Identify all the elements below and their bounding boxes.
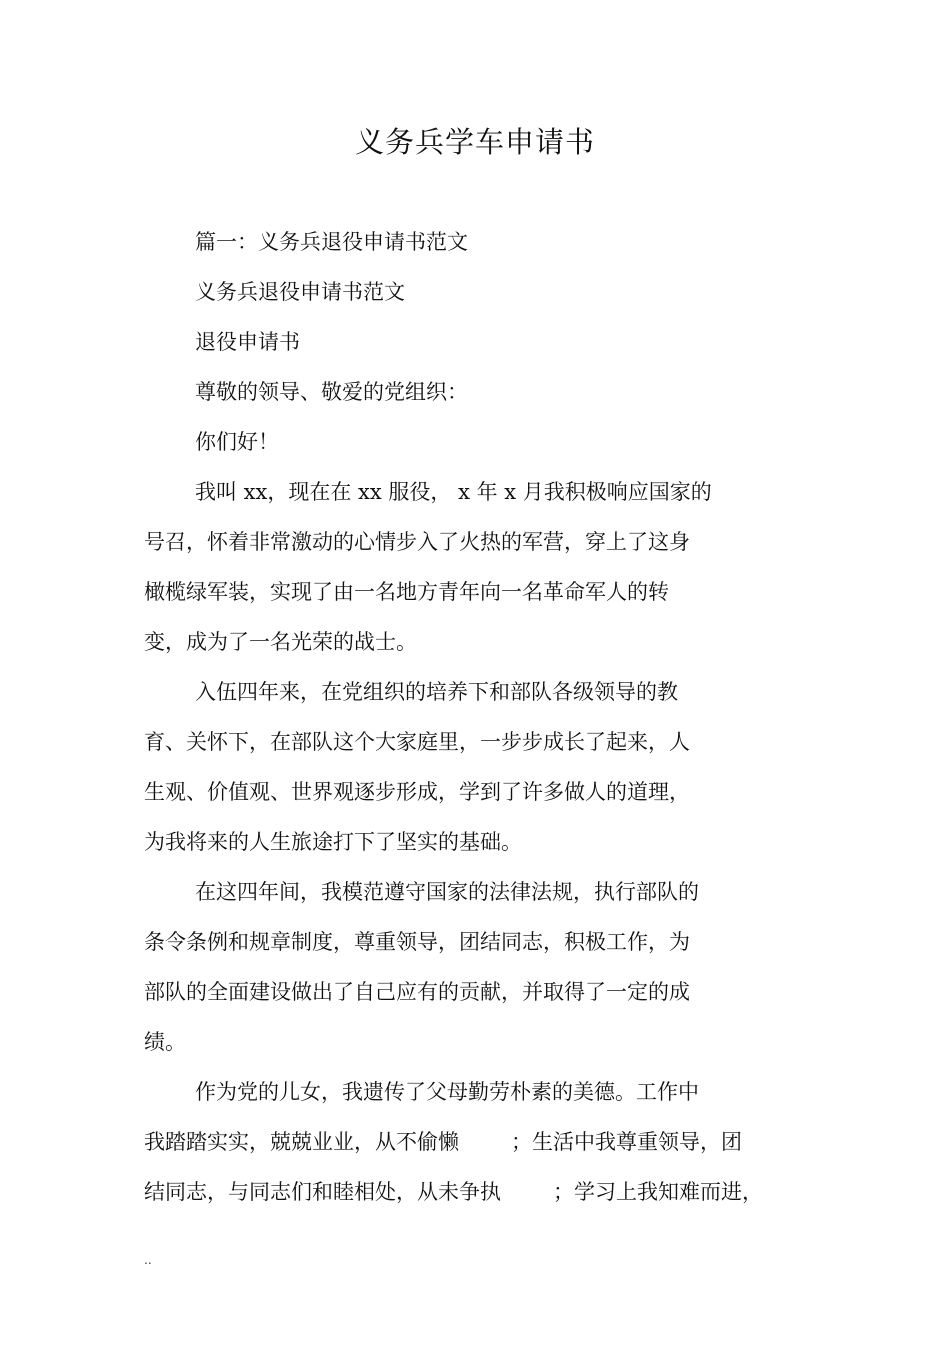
text-line: 退役申请书 (195, 330, 300, 354)
text-segment: 结同志，与同志们和睦相处，从未争执 (144, 1180, 501, 1204)
text-line: 篇一：义务兵退役申请书范文 (195, 230, 468, 254)
text-line: 变，成为了一名光荣的战士。 (144, 630, 417, 654)
text-line: 条令条例和规章制度，尊重领导，团结同志，积极工作，为 (144, 930, 690, 954)
text-line: 作为党的儿女，我遗传了父母勤劳朴素的美德。工作中 (195, 1080, 699, 1104)
text-line: 绩。 (144, 1030, 186, 1054)
text-line: 在这四年间，我模范遵守国家的法律法规，执行部队的 (195, 880, 699, 904)
text-line: 我叫 xx，现在在 xx 服役， x 年 x 月我积极响应国家的 (195, 480, 712, 504)
text-line: 号召，怀着非常激动的心情步入了火热的军营，穿上了这身 (144, 530, 690, 554)
text-line: 橄榄绿军装，实现了由一名地方青年向一名革命军人的转 (144, 580, 669, 604)
text-line (144, 1127, 742, 1157)
text-segment: ；生活中我尊重领导，团 (511, 1130, 742, 1154)
text-segment: 我踏踏实实，兢兢业业，从不偷懒 (144, 1130, 459, 1154)
document-title: 义务兵学车申请书 (354, 125, 595, 159)
text-segment: ；学习上我知难而进， (553, 1180, 763, 1204)
text-line: 义务兵退役申请书范文 (195, 280, 405, 304)
text-line: 部队的全面建设做出了自己应有的贡献，并取得了一定的成 (144, 980, 690, 1004)
text-line: 尊敬的领导、敬爱的党组织： (195, 380, 468, 404)
text-line: 生观、价值观、世界观逐步形成，学到了许多做人的道理， (144, 780, 690, 804)
footer-mark: .. (144, 1253, 152, 1267)
text-line: 为我将来的人生旅途打下了坚实的基础。 (144, 830, 522, 854)
text-line (144, 1177, 763, 1207)
text-line: 入伍四年来，在党组织的培养下和部队各级领导的教 (195, 680, 678, 704)
text-line: 育、关怀下，在部队这个大家庭里，一步步成长了起来，人 (144, 730, 690, 754)
text-line: 你们好！ (195, 430, 279, 454)
